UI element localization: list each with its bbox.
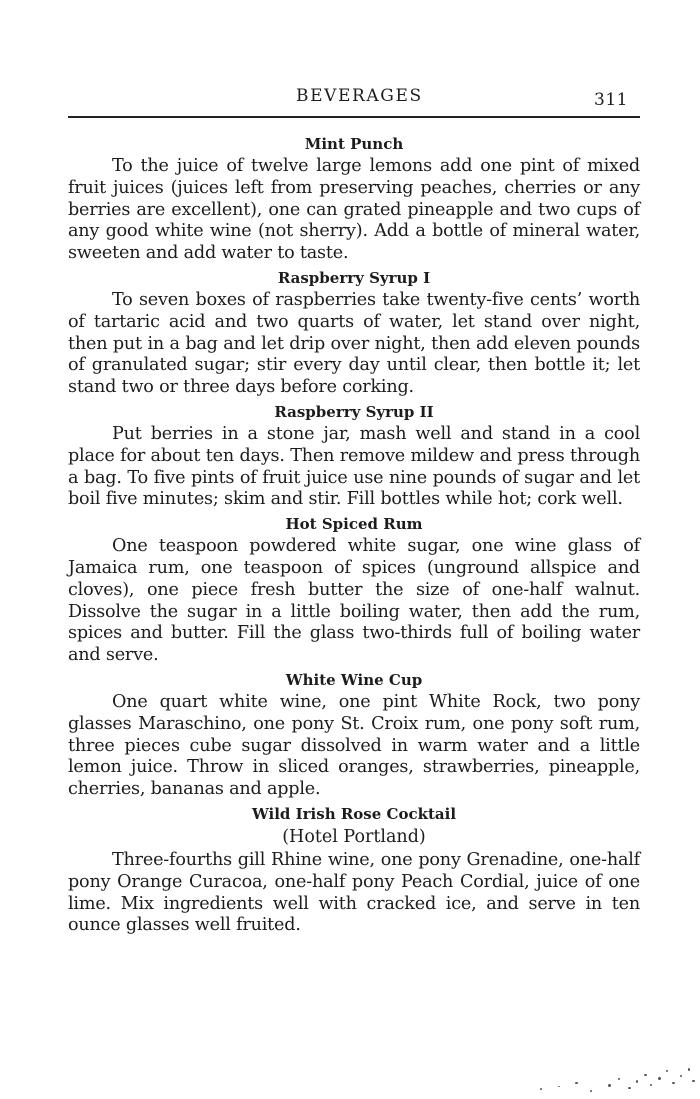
recipe-wild-irish-rose-cocktail	[68, 802, 640, 937]
recipe-mint-punch	[68, 132, 640, 265]
recipe-text: To the juice of twelve large lemons add one pint of mixed fruit juices (juices left from preserving peaches, cherries or any berries are excellent), one can grated pineapple and two cups of any good white wine (not sherry). Add a bottle of mineral water, sweeten and add water to taste.	[68, 156, 640, 264]
recipe-title: Wild Irish Rose Cocktail	[251, 804, 457, 823]
running-title: BEVERAGES	[296, 86, 423, 106]
recipe-title: Hot Spiced Rum	[285, 515, 423, 534]
recipe-title: Raspberry Syrup II	[274, 402, 434, 421]
recipe-title: White Wine Cup	[285, 670, 423, 689]
recipe-text: Three-fourths gill Rhine wine, one pony Grenadine, one-half pony Orange Curacoa, one-half pony Peach Cordial, juice of one lime. Mix ingredients well with cracked ice, and serve in ten ounce glasses well fruited.	[68, 849, 640, 936]
recipe-text: One teaspoon powdered white sugar, one wine glass of Jamaica rum, one teaspoon of spices (unground allspice and cloves), one piece fresh butter the size of one-half walnut. Dissolve the sugar in a little boiling water, then add the rum, spices and butter. Fill the glass two-thirds full of boiling water and serve.	[68, 536, 640, 666]
recipe-subtitle: (Hotel Portland)	[282, 826, 426, 847]
page-number: 311	[594, 90, 628, 110]
recipe-text: One quart white wine, one pint White Rock, two pony glasses Maraschino, one pony St. Croix rum, one pony soft rum, three pieces cube sugar dissolved in warm water and a little lemon juice. Throw in sliced oranges, strawberries, pineapple, cherries, bananas and apple.	[68, 691, 640, 800]
recipe-hot-spiced-rum	[68, 512, 640, 667]
recipe-title: Mint Punch	[304, 135, 404, 153]
recipe-text: To seven boxes of raspberries take twenty-five cents’ worth of tartaric acid and two quarts of water, let stand over night, then put in a bag and let drip over night, then add eleven pounds of granulated sugar; stir every day until clear, then bottle it; let stand two or three days before corking.	[68, 289, 640, 398]
paper-speckles	[520, 1060, 700, 1099]
recipe-text: Put berries in a stone jar, mash well and stand in a cool place for about ten days. Then remove mildew and press through a bag. To five pints of fruit juice use nine pounds of sugar and let boil five minutes; skim and stir. Fill bottles while hot; cork well.	[68, 423, 640, 510]
recipe-title: Raspberry Syrup I	[277, 268, 431, 287]
recipe-raspberry-syrup-ii	[68, 400, 640, 511]
recipe-white-wine-cup	[68, 668, 640, 801]
recipe-column	[68, 132, 640, 938]
running-head	[0, 84, 700, 114]
header-rule	[68, 116, 640, 118]
recipe-raspberry-syrup-i	[68, 266, 640, 399]
